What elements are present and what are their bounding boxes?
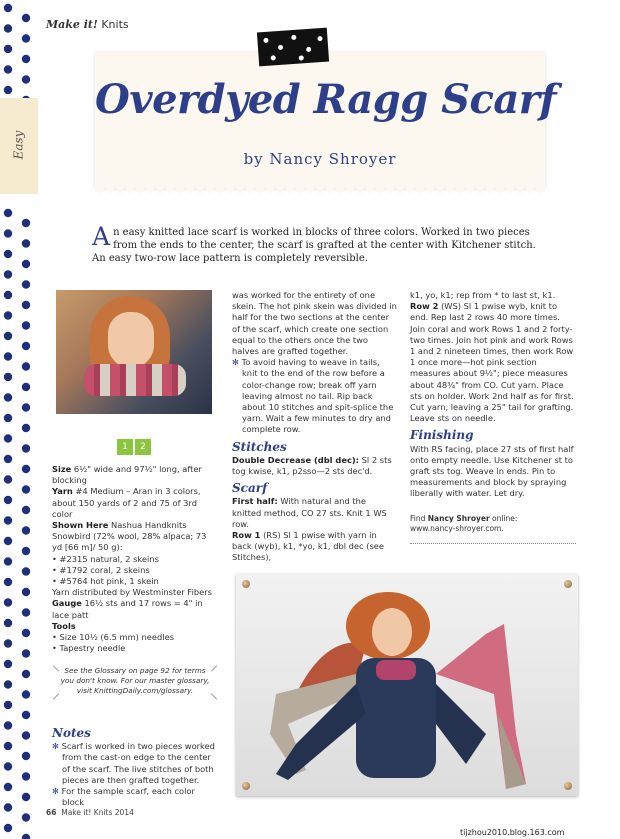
yarn-text: #4 Medium – Aran in 3 colors, about 150 yards of 2 and 75 of 3rd color bbox=[52, 486, 201, 519]
row1-continued: k1, yo, k1; rep from * to last st, k1. bbox=[410, 290, 556, 300]
asterisk-icon: ✻ bbox=[52, 741, 59, 752]
row1-text: (RS) Sl 1 pwise with yarn in back (wyb), k1, *yo, k1, dbl dec (see Stitches), bbox=[232, 530, 385, 563]
gauge-label: Gauge bbox=[52, 598, 82, 609]
finishing-heading: Finishing bbox=[410, 428, 474, 443]
intro-paragraph bbox=[92, 222, 542, 265]
tool-list-item: • Tapestry needle bbox=[52, 643, 126, 654]
finishing-text: With RS facing, place 27 sts of first half onto empty needle. Use Kitchener st to graft sts tog. Weave in ends. Pin to measurements and block by spraying liberally with water. Let dry. bbox=[410, 443, 574, 499]
page-number: 66 bbox=[46, 808, 57, 817]
row1-label: Row 1 bbox=[232, 530, 261, 541]
row2-label: Row 2 bbox=[410, 301, 439, 312]
magazine-header bbox=[46, 18, 129, 31]
shown-here-text: Nashua Handknits Snowbird (72% wool, 28% alpaca; 73 yd [66 m]/ 50 g): bbox=[52, 520, 207, 553]
size-selector bbox=[117, 434, 153, 455]
note-item: For the sample scarf, each color block bbox=[61, 786, 195, 808]
gauge-text: 16½ sts and 17 rows = 4" in lace patt bbox=[52, 598, 203, 620]
yarn-label: Yarn bbox=[52, 486, 73, 497]
tools-label: Tools bbox=[52, 620, 76, 631]
washi-tape bbox=[257, 28, 329, 67]
portrait-photo bbox=[56, 290, 212, 414]
tool-list-item: • Size 10½ (6.5 mm) needles bbox=[52, 632, 175, 643]
first-half-text: With natural and the knitted method, CO 27 sts. Knit 1 WS row. bbox=[232, 496, 387, 529]
intro-text: n easy knitted lace scarf is worked in blocks of three colors. Worked in two pieces from the ends to the center, the scarf is grafted at the center with Kitchener stitch. An easy two-row lace pattern is completely reversible. bbox=[92, 227, 536, 264]
page-title: Overdyed Ragg Scarf bbox=[95, 76, 557, 123]
dotted-divider bbox=[410, 543, 576, 544]
difficulty-label: Easy bbox=[11, 130, 26, 160]
zigzag-edge bbox=[95, 186, 545, 194]
dbl-dec-text: Sl 2 sts tog kwise, k1, p2sso—2 sts dec'd. bbox=[232, 454, 392, 477]
photo-illustration bbox=[236, 574, 578, 796]
note-item: Scarf is worked in two pieces worked from the cast-on edge to the center of the scarf. The live stitches of both pieces are then grafted together. bbox=[61, 741, 215, 785]
color-list-item: • #2315 natural, 2 skeins bbox=[52, 553, 159, 564]
notes-section bbox=[52, 722, 217, 808]
watermark: tijzhou2010.blog.163.com bbox=[460, 828, 565, 837]
size-button-1[interactable]: 1 bbox=[117, 439, 133, 455]
jumping-model-photo bbox=[236, 574, 578, 796]
drop-cap: A bbox=[92, 222, 111, 251]
instructions-column-2 bbox=[232, 290, 397, 564]
shown-here-label: Shown Here bbox=[52, 520, 109, 531]
size-text: 6½" wide and 97½" long, after blocking bbox=[52, 464, 202, 486]
notes-continued: was worked for the entirety of one skein. The hot pink skein was divided in half for the two sections at the center of the scarf, which create one section equal to the others once the two halves are grafted together. bbox=[232, 290, 397, 357]
specs-column bbox=[52, 464, 217, 654]
difficulty-tab bbox=[0, 98, 38, 194]
section-name: Knits bbox=[101, 18, 129, 31]
dbl-dec-label: Double Decrease (dbl dec): bbox=[232, 454, 359, 465]
size-label: Size bbox=[52, 464, 72, 474]
asterisk-icon: ✻ bbox=[232, 357, 239, 368]
footer-text: Make it! Knits 2014 bbox=[61, 808, 134, 817]
size-button-2[interactable]: 2 bbox=[135, 439, 151, 455]
designer-link: Find Nancy Shroyer online: www.nancy-shroyer.com. bbox=[410, 514, 576, 534]
row2-text: (WS) Sl 1 pwise wyb, knit to end. Rep last 2 rows 40 more times. Join coral and work Rows 1 and 2 forty-two times. Join hot pink and work Rows 1 and 2 nineteen times, then work Row 1 once more—hot pink section measures about 9½"; piece measures about 48¾" from CO. Cut yarn. Place sts on holder. Work 2nd half as for first. Cut yarn, leaving a 25" tail for grafting. Leave sts on needle. bbox=[410, 301, 574, 424]
distributor-text: Yarn distributed by Westminster Fibers bbox=[52, 587, 212, 598]
first-half-label: First half: bbox=[232, 496, 278, 507]
scarf-heading: Scarf bbox=[232, 481, 268, 496]
stitches-heading: Stitches bbox=[232, 439, 287, 454]
color-list-item: • #1792 coral, 2 skeins bbox=[52, 564, 150, 575]
instructions-column-3 bbox=[410, 290, 576, 500]
author-byline: by Nancy Shroyer bbox=[243, 150, 397, 168]
color-list-item: • #5764 hot pink, 1 skein bbox=[52, 576, 159, 587]
notes-heading: Notes bbox=[52, 726, 91, 740]
tip-text: To avoid having to weave in tails, knit to the end of the row before a color-change row; break off yarn leaving almost no tail. Rip back about 10 stitches and spit-splice the yarn. Wait a few minutes to dry and complete row. bbox=[241, 357, 394, 435]
designer-name: Nancy Shroyer bbox=[427, 514, 490, 523]
asterisk-icon: ✻ bbox=[52, 786, 59, 797]
brand-name: Make it! bbox=[46, 18, 98, 31]
designer-url[interactable]: www.nancy-shroyer.com. bbox=[410, 524, 504, 533]
page-footer bbox=[46, 808, 134, 817]
glossary-note: See the Glossary on page 92 for terms you don't know. For our master glossary, visit KnittingDaily.com/glossary. bbox=[60, 666, 210, 695]
